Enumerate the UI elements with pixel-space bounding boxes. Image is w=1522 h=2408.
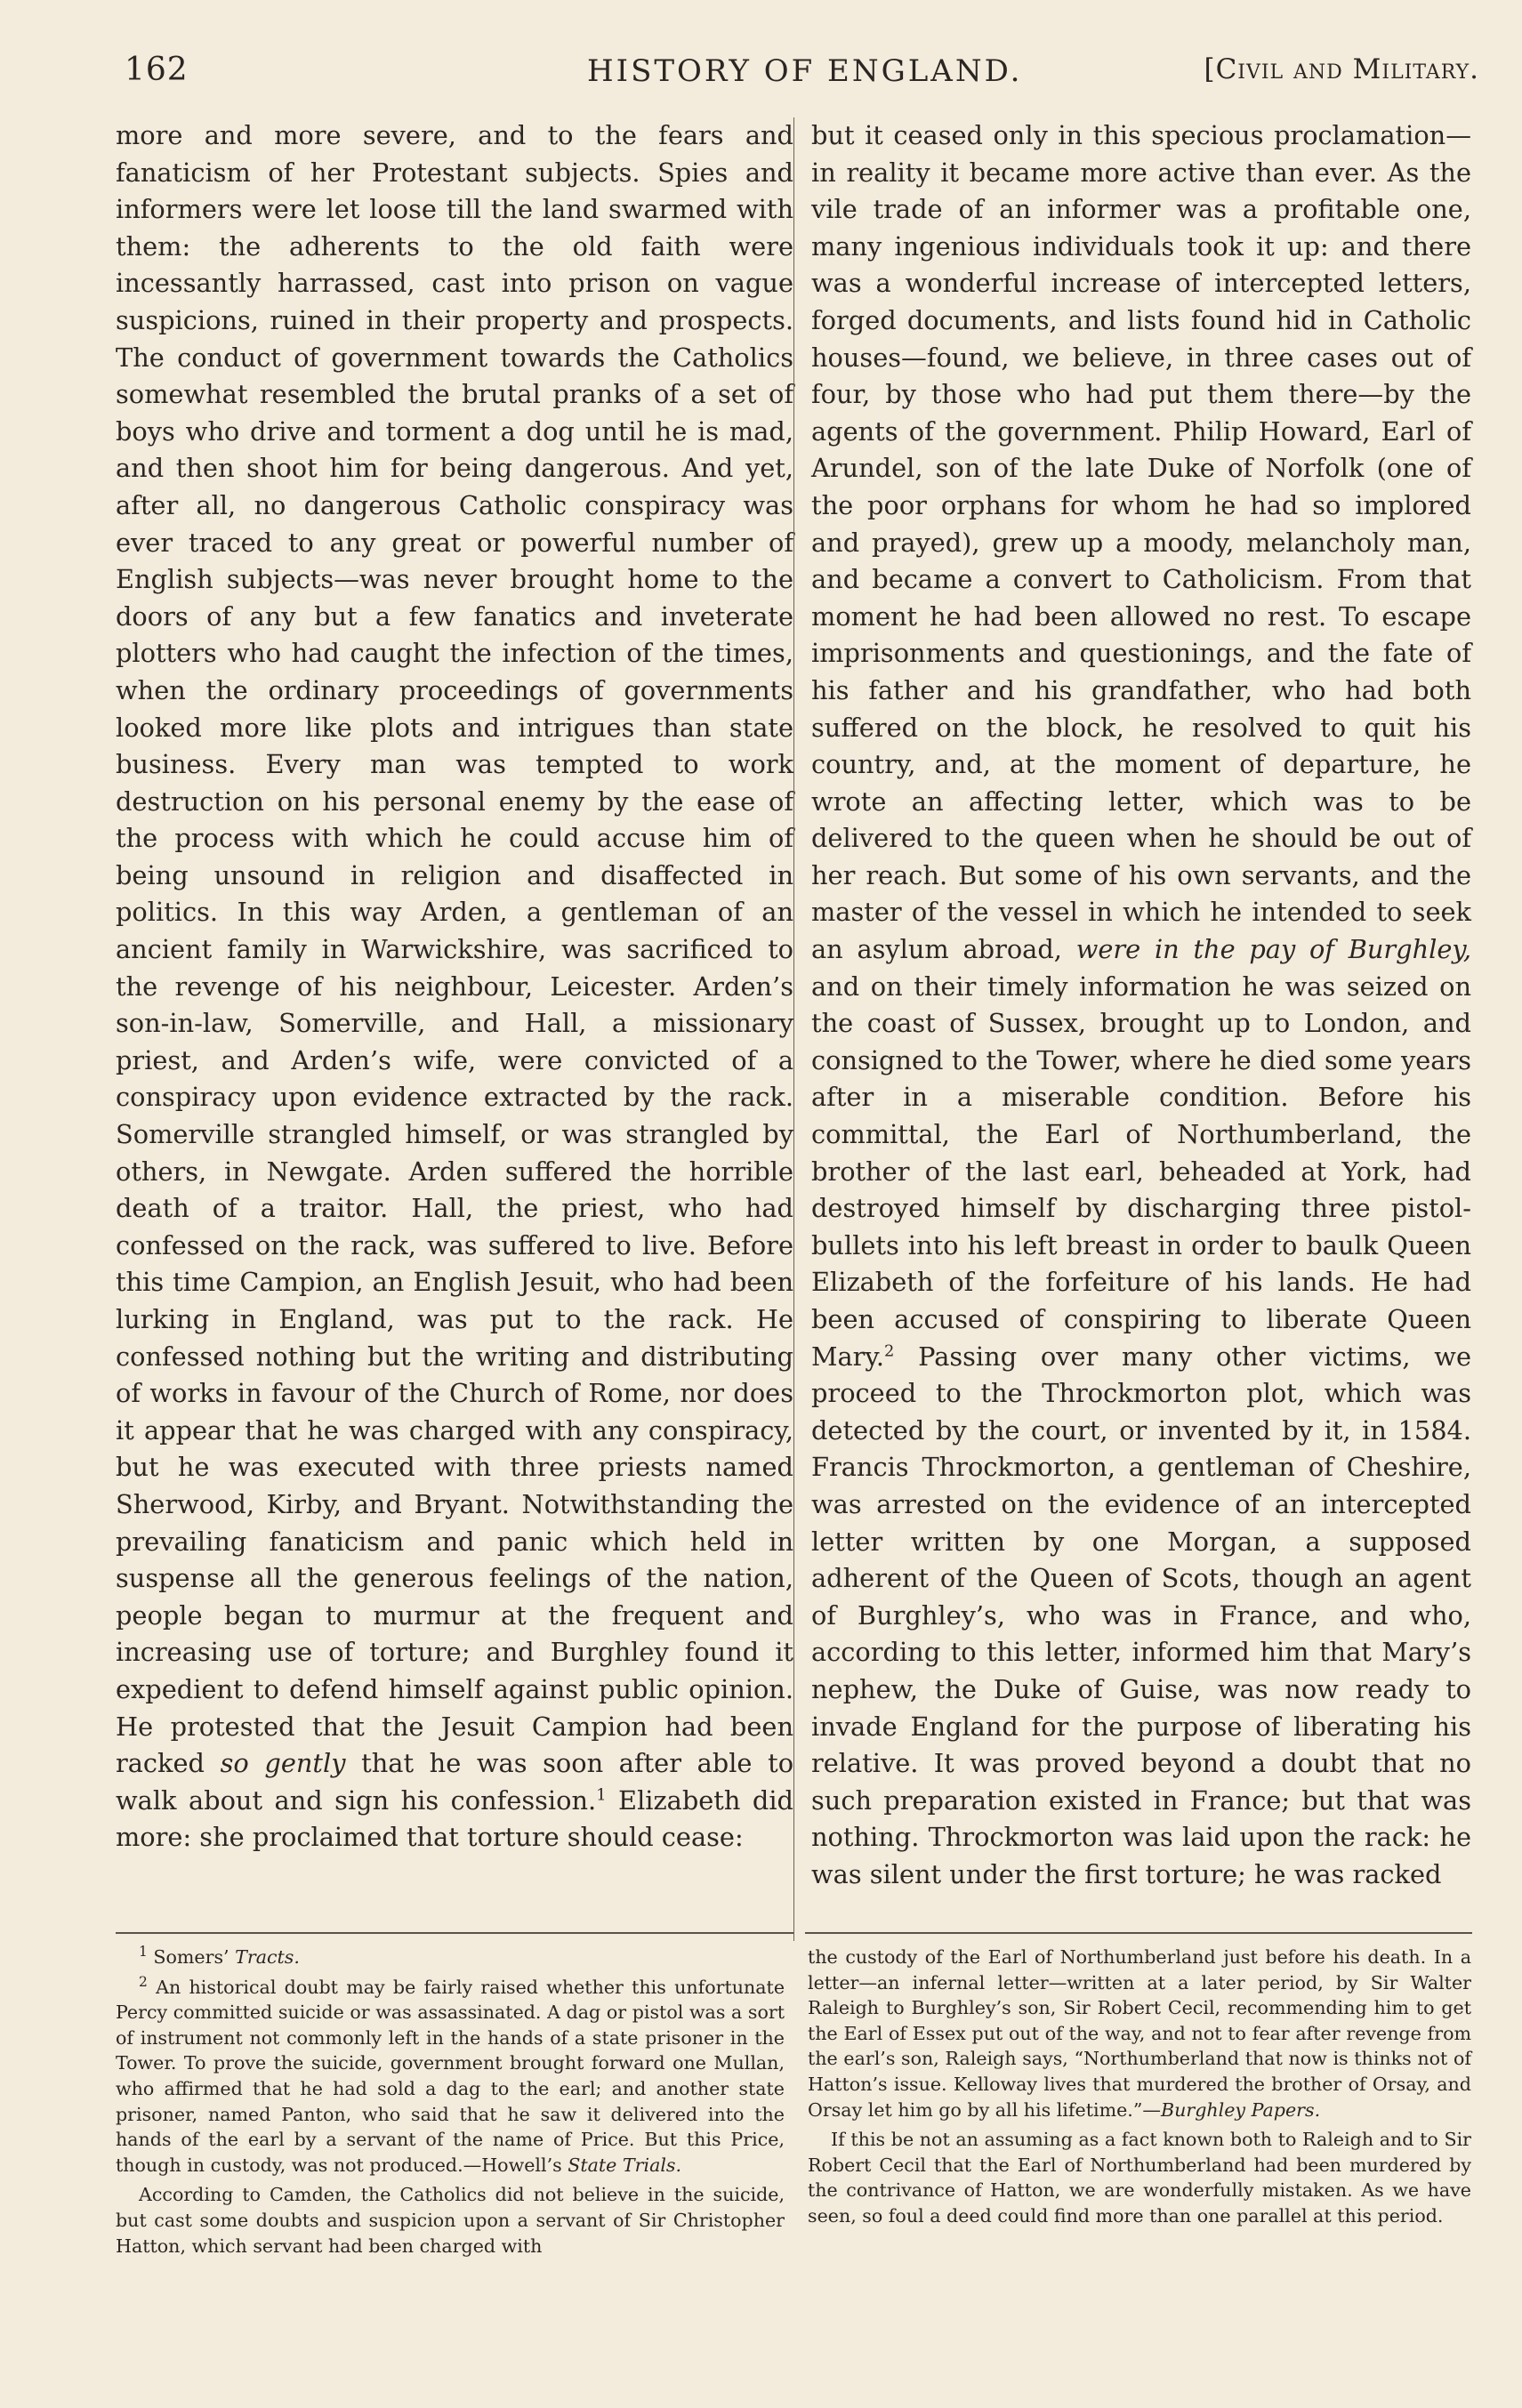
footnote-right-italic: Burghley Papers. [1160,2098,1321,2121]
footnote-2-continued [116,2182,785,2259]
left-body-text-end: Elizabeth did more: she proclaimed that torture should cease: [116,1784,793,1853]
footnote-1-italic: Tracts. [235,1946,300,1968]
footnote-right-text-1: the custody of the Earl of Northumberland just before his death. In a letter—an infernal letter—written at a later period, by Sir Walter Raleigh to Burghley’s son, Sir Robert Cecil, recommending him to get the Earl of Essex put out of the way, and not to fear after revenge from the earl’s son, Raleigh says, “Northumberland that now is thinks not of Hatton’s issue. Kelloway lives that murdered the brother of Orsay, and Orsay let him go by all his lifetime.”— [808,1946,1471,2121]
footnote-rule-right [805,1932,1472,1934]
right-italic-phrase: were in the pay of Burghley, [1075,934,1472,965]
left-paragraph [116,117,793,1856]
footnote-right-para-2 [808,2127,1471,2228]
right-paragraph [811,117,1471,1894]
footnote-2-text: An historical doubt may be fairly raised whether this unfortunate Percy committed suicide or was assassinated. A dag or pistol was a sort of instrument not commonly left in the hands of a state prisoner in the Tower. To prove the suicide, government brought forward one Mullan, who affirmed that he had sold a dag to the earl; and another state prisoner, named Panton, who said that he saw it delivered into the hands of the earl by a servant of the name of Price. But this Price, though in custody, was not produced.—Howell’s [116,1976,785,2176]
left-body-text-tail: that he was soon after able to walk about and sign his confession. [116,1748,794,1816]
footnote-ref-2: 2 [884,1341,895,1360]
column-divider [793,117,794,1941]
footnote-2-mark: 2 [139,1973,148,1990]
running-header [125,52,1479,93]
footnote-2 [116,1975,785,2178]
footnote-ref-1: 1 [596,1785,607,1805]
section-title: [Civil and Military. [1204,53,1479,85]
right-body-text: but it ceased only in this specious proclamation—in reality it became more active than ever. As the vile trade of an informer was a profitable one, many ingenious individuals took it up: and there was a wonderful increase of intercepted letters, forged documents, and lists found hid in Catholic houses—found, we believe, in three cases out of four, by those who had put them there—by the agents of the government. Philip Howard, Earl of Arundel, son of the late Duke of Norfolk (one of the poor orphans for whom he had so implored and prayed), grew up a moody, melancholy man, and became a convert to Catholicism. From that moment he had been allowed no rest. To escape imprisonments and questionings, and the fate of his father and his grandfather, who had both suffered on the block, he resolved to quit his country, and, at the moment of departure, he wrote an affecting letter, which was to be delivered to the queen when he should be out of her reach. But some of his own servants, and the master of the vessel in which he intended to seek an asylum abroad, [811,120,1471,965]
footnote-1-text: Somers’ [153,1946,230,1968]
page-number: 162 [125,52,189,88]
footnotes-left [116,1945,785,2263]
right-body-text-tail: and on their timely information he was seized on the coast of Sussex, brought up to London, and consigned to the Tower, where he died some years after in a miserable condition. Before his committal, the Earl of Northumberland, the brother of the last earl, beheaded at York, had destroyed himself by discharging three pistol-bullets into his left breast in order to baulk Queen Elizabeth of the forfeiture of his lands. He had been accused of conspiring to liberate Queen Mary. [811,970,1471,1372]
footnote-right-para-1 [808,1945,1471,2122]
right-body-text-end: Passing over many other victims, we proceed to the Throckmorton plot, which was detected by the court, or invented by it, in 1584. Francis Throckmorton, a gentleman of Cheshire, was arrested on the evidence of an intercepted letter written by one Morgan, a supposed adherent of the Queen of Scots, though an agent of Burghley’s, who was in France, and who, according to this letter, informed him that Mary’s nephew, the Duke of Guise, was now ready to invade England for the purpose of liberating his relative. It was proved beyond a doubt that no such preparation existed in France; but that was nothing. Throckmorton was laid upon the rack: he was silent under the first torture; he was racked [811,1341,1472,1889]
footnote-2-continued-text: According to Camden, the Catholics did not believe in the suicide, but cast some doubts and suspicion upon a servant of Sir Christopher Hatton, which servant had been charged with [116,2184,785,2257]
footnote-right-text-2: If this be not an assuming as a fact known both to Raleigh and to Sir Robert Cecil that the Earl of Northumberland had been murdered by the contrivance of Hatton, we are wonderfully mistaken. As we have seen, so foul a deed could find more than one parallel at this period. [808,2129,1471,2227]
footnote-2-italic: State Trials. [568,2154,682,2176]
footnotes-right [808,1945,1471,2234]
left-column [116,117,793,1856]
footnote-rule-left [116,1932,793,1934]
footnote-1-mark: 1 [139,1944,148,1961]
footnote-1 [116,1945,785,1970]
running-title: HISTORY OF ENGLAND. [587,53,1023,89]
right-column [811,117,1471,1894]
left-body-text: more and more severe, and to the fears and fanaticism of her Protestant subjects. Spies and informers were let loose till the land swarmed with them: the adherents to the old faith were incessantly harrassed, cast into prison on vague suspicions, ruined in their property and prospects. The conduct of government towards the Catholics somewhat resembled the brutal pranks of a set of boys who drive and torment a dog until he is mad, and then shoot him for being dangerous. And yet, after all, no dangerous Catholic conspiracy was ever traced to any great or powerful number of English subjects—was never brought home to the doors of any but a few fanatics and inveterate plotters who had caught the infection of the times, when the ordinary proceedings of governments looked more like plots and intrigues than state business. Every man was tempted to work destruction on his personal enemy by the ease of the process with which he could accuse him of being unsound in religion and disaffected in politics. In this way Arden, a gentleman of an ancient family in Warwickshire, was sacrificed to the revenge of his neighbour, Leicester. Arden’s son-in-law, Somerville, and Hall, a missionary priest, and Arden’s wife, were convicted of a conspiracy upon evidence extracted by the rack. Somerville strangled himself, or was strangled by others, in Newgate. Arden suffered the horrible death of a traitor. Hall, the priest, who had confessed on the rack, was suffered to live. Before this time Campion, an English Jesuit, who had been lurking in England, was put to the rack. He confessed nothing but the writing and distributing of works in favour of the Church of Rome, nor does it appear that he was charged with any conspiracy, but he was executed with three priests named Sherwood, Kirby, and Bryant. Notwithstanding the prevailing fanaticism and panic which held in suspense all the generous feelings of the nation, people began to murmur at the frequent and increasing use of torture; and Burghley found it expedient to defend himself against public opinion. He protested that the Jesuit Campion had been racked [116,120,793,1779]
left-italic-phrase: so gently [220,1748,346,1779]
